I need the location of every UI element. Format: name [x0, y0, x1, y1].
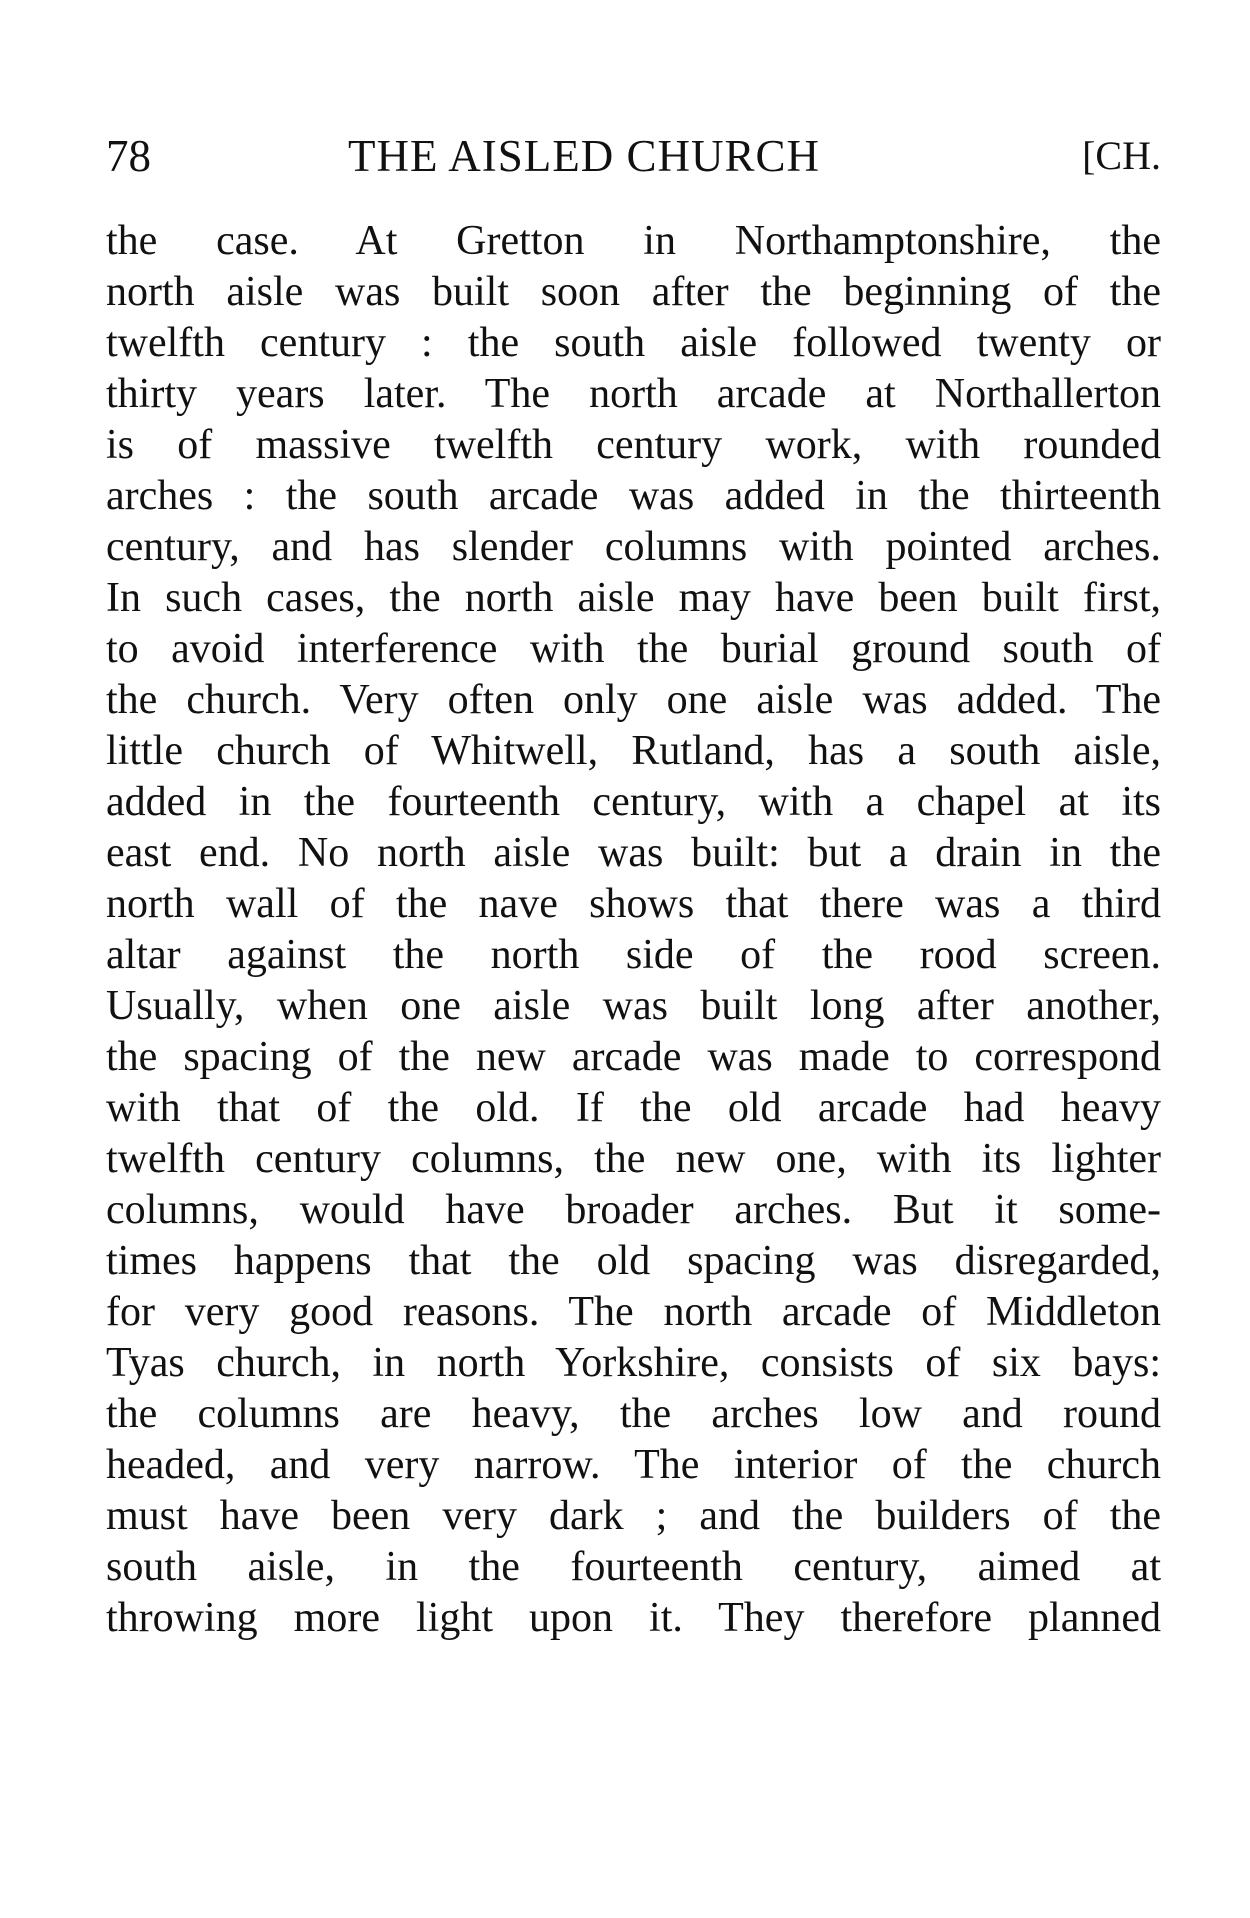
text-line: with that of the old. If the old arcade had heavy	[106, 1085, 1161, 1131]
text-line: must have been very dark ; and the builders of the	[106, 1493, 1161, 1539]
text-line: times happens that the old spacing was disregarded,	[106, 1238, 1161, 1284]
text-line: twelfth century : the south aisle followed twenty or	[106, 320, 1161, 366]
text-line: the case. At Gretton in Northamptonshire, the	[106, 218, 1161, 264]
text-line: Tyas church, in north Yorkshire, consists of six bays:	[106, 1340, 1161, 1386]
chapter-mark: [CH.	[1082, 133, 1161, 178]
text-line: added in the fourteenth century, with a chapel at its	[106, 779, 1161, 825]
text-line: north aisle was built soon after the beginning of the	[106, 269, 1161, 315]
text-line: thirty years later. The north arcade at Northallerton	[106, 371, 1161, 417]
text-line: little church of Whitwell, Rutland, has a south aisle,	[106, 728, 1161, 774]
page-number: 78	[106, 131, 151, 181]
text-line: columns, would have broader arches. But it some-	[106, 1187, 1161, 1233]
text-line: throwing more light upon it. They therefore planned	[106, 1595, 1161, 1641]
text-line: the church. Very often only one aisle was added. The	[106, 677, 1161, 723]
text-line: the columns are heavy, the arches low and round	[106, 1391, 1161, 1437]
text-line: century, and has slender columns with pointed arches.	[106, 524, 1161, 570]
text-line: altar against the north side of the rood screen.	[106, 932, 1161, 978]
text-line: headed, and very narrow. The interior of the church	[106, 1442, 1161, 1488]
text-line: Usually, when one aisle was built long after another,	[106, 983, 1161, 1029]
text-line: south aisle, in the fourteenth century, aimed at	[106, 1544, 1161, 1590]
text-line: In such cases, the north aisle may have been built first,	[106, 575, 1161, 621]
text-line: arches : the south arcade was added in the thirteenth	[106, 473, 1161, 519]
text-line: east end. No north aisle was built: but a drain in the	[106, 830, 1161, 876]
text-line: the spacing of the new arcade was made to correspond	[106, 1034, 1161, 1080]
body-text	[106, 216, 1161, 1644]
running-head	[106, 128, 1161, 184]
text-line: north wall of the nave shows that there was a third	[106, 881, 1161, 927]
running-title: THE AISLED CHURCH	[348, 131, 821, 181]
text-line: is of massive twelfth century work, with rounded	[106, 422, 1161, 468]
text-line: twelfth century columns, the new one, with its lighter	[106, 1136, 1161, 1182]
text-line: to avoid interference with the burial ground south of	[106, 626, 1161, 672]
text-line: for very good reasons. The north arcade of Middleton	[106, 1289, 1161, 1335]
